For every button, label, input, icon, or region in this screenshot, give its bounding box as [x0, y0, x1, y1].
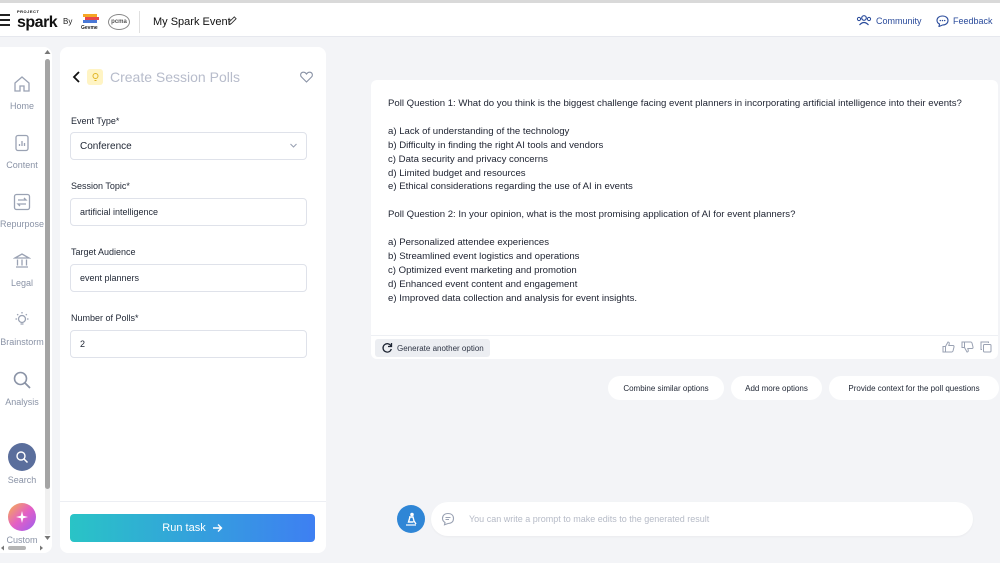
sidebar-item-label: Analysis [5, 397, 39, 407]
community-link[interactable] [856, 15, 922, 26]
sidebar-item-legal[interactable] [0, 248, 44, 288]
result-blank-line [388, 222, 986, 236]
search-icon [8, 443, 36, 471]
svg-text:Gevme: Gevme [81, 25, 98, 31]
feedback-label: Feedback [953, 16, 993, 26]
result-line: a) Personalized attendee experiences [388, 237, 550, 249]
document-chart-icon [9, 130, 35, 156]
generate-another-button[interactable] [375, 339, 490, 357]
result-card [371, 80, 998, 359]
sidebar-item-label: Content [6, 160, 38, 170]
chip-combine-similar[interactable] [608, 376, 724, 400]
sidebar-item-analysis[interactable] [0, 367, 44, 407]
pencil-icon[interactable] [228, 16, 237, 25]
back-arrow-icon[interactable] [72, 71, 81, 83]
bank-icon [9, 248, 35, 274]
logo-text: spark [17, 14, 58, 31]
prompt-bar [431, 502, 973, 536]
chair-person-icon [403, 511, 419, 527]
event-type-label: Event Type* [71, 116, 120, 126]
bulb-icon [9, 307, 35, 333]
number-of-polls-value: 2 [80, 339, 86, 349]
refresh-icon [381, 342, 393, 354]
result-blank-line [388, 194, 986, 208]
sidebar-item-label: Repurpose [0, 219, 44, 229]
result-line: Poll Question 1: What do you think is the biggest challenge facing event planners in incorporating artificial intelligence into their events? [388, 98, 962, 109]
event-type-value: Conference [80, 140, 132, 152]
page-title: Create Session Polls [110, 69, 240, 85]
user-avatar[interactable] [397, 505, 425, 533]
sidebar-item-custom[interactable] [0, 503, 44, 545]
sidebar-item-label: Home [9, 101, 34, 111]
form-panel [60, 47, 326, 553]
users-icon [856, 15, 872, 26]
logo-small-text: PROJECT [17, 9, 40, 14]
panel-header [72, 69, 240, 85]
magnifier-icon [9, 367, 35, 393]
result-actions [942, 341, 992, 353]
copy-icon[interactable] [980, 341, 992, 353]
result-line: b) Streamlined event logistics and operations [388, 250, 580, 262]
result-line: Poll Question 2: In your opinion, what is the most promising application of AI for event planners? [388, 209, 796, 221]
result-line: d) Enhanced event content and engagement [388, 278, 578, 290]
arrow-right-icon [212, 523, 223, 533]
sidebar-item-brainstorm[interactable] [0, 307, 44, 347]
session-topic-input[interactable] [70, 198, 307, 226]
lightbulb-icon [87, 69, 103, 85]
run-task-label: Run task [162, 522, 206, 534]
sidebar-item-label: Custom [6, 535, 38, 545]
event-type-select[interactable] [70, 132, 307, 160]
session-topic-label: Session Topic* [71, 181, 130, 191]
result-line: b) Difficulty in finding the right AI tools and vendors [388, 139, 604, 151]
scrollbar-thumb[interactable] [45, 59, 50, 489]
result-line: c) Data security and privacy concerns [388, 153, 548, 165]
generated-result-text [388, 97, 986, 306]
chip-provide-context[interactable] [829, 376, 999, 400]
result-line: d) Limited budget and resources [388, 167, 526, 179]
session-topic-value: artificial intelligence [80, 207, 159, 217]
number-of-polls-input[interactable] [70, 330, 307, 358]
horizontal-scrollbar[interactable] [0, 544, 44, 552]
result-line: e) Ethical considerations regarding the use of AI in events [388, 181, 633, 193]
event-name[interactable]: My Spark Event [153, 16, 231, 28]
target-audience-label: Target Audience [71, 247, 136, 257]
sidebar-scrollbar[interactable] [45, 59, 50, 535]
result-line: a) Lack of understanding of the technology [388, 125, 570, 137]
prompt-input[interactable] [469, 514, 949, 524]
chat-icon [441, 512, 455, 526]
generate-another-label: Generate another option [397, 343, 484, 353]
sidebar-item-label: Search [7, 475, 37, 485]
target-audience-input[interactable] [70, 264, 307, 292]
sidebar-item-repurpose[interactable] [0, 189, 44, 229]
spark-logo[interactable] [17, 9, 57, 32]
run-task-button[interactable] [70, 514, 315, 542]
sidebar-item-label: Brainstorm [0, 337, 44, 347]
top-bar [0, 0, 1000, 37]
pcma-logo: pcma [108, 14, 130, 30]
sidebar-item-label: Legal [10, 278, 34, 288]
gevme-logo [80, 13, 102, 31]
sidebar-item-search[interactable] [0, 443, 44, 485]
number-of-polls-label: Number of Polls* [71, 313, 139, 323]
chip-label: Combine similar options [623, 383, 709, 393]
sidebar-item-home[interactable] [0, 71, 44, 111]
result-line: e) Improved data collection and analysis for event insights. [388, 292, 638, 304]
home-icon [9, 71, 35, 97]
result-line: c) Optimized event marketing and promotion [388, 264, 577, 276]
by-label: By [63, 17, 73, 26]
chevron-down-icon [289, 141, 298, 150]
thumbs-down-icon[interactable] [961, 341, 974, 353]
community-label: Community [876, 15, 922, 26]
sparkle-icon [8, 503, 36, 531]
sidebar-item-content[interactable] [0, 130, 44, 170]
chat-bubble-icon [936, 15, 949, 27]
chip-label: Provide context for the poll questions [848, 383, 980, 393]
header-divider [139, 11, 140, 33]
panel-divider [60, 501, 326, 502]
scroll-up-icon[interactable] [44, 49, 51, 55]
chip-add-more[interactable] [731, 376, 822, 400]
feedback-link[interactable] [936, 15, 993, 27]
result-footer-divider [371, 335, 998, 336]
thumbs-up-icon[interactable] [942, 341, 955, 353]
target-audience-value: event planners [80, 273, 140, 283]
chip-label: Add more options [745, 383, 808, 393]
result-blank-line [388, 111, 986, 125]
hamburger-menu-icon[interactable] [0, 14, 10, 26]
repurpose-icon [9, 189, 35, 215]
heart-icon[interactable] [300, 71, 313, 83]
scroll-down-icon[interactable] [44, 535, 51, 541]
left-sidebar [0, 47, 52, 553]
